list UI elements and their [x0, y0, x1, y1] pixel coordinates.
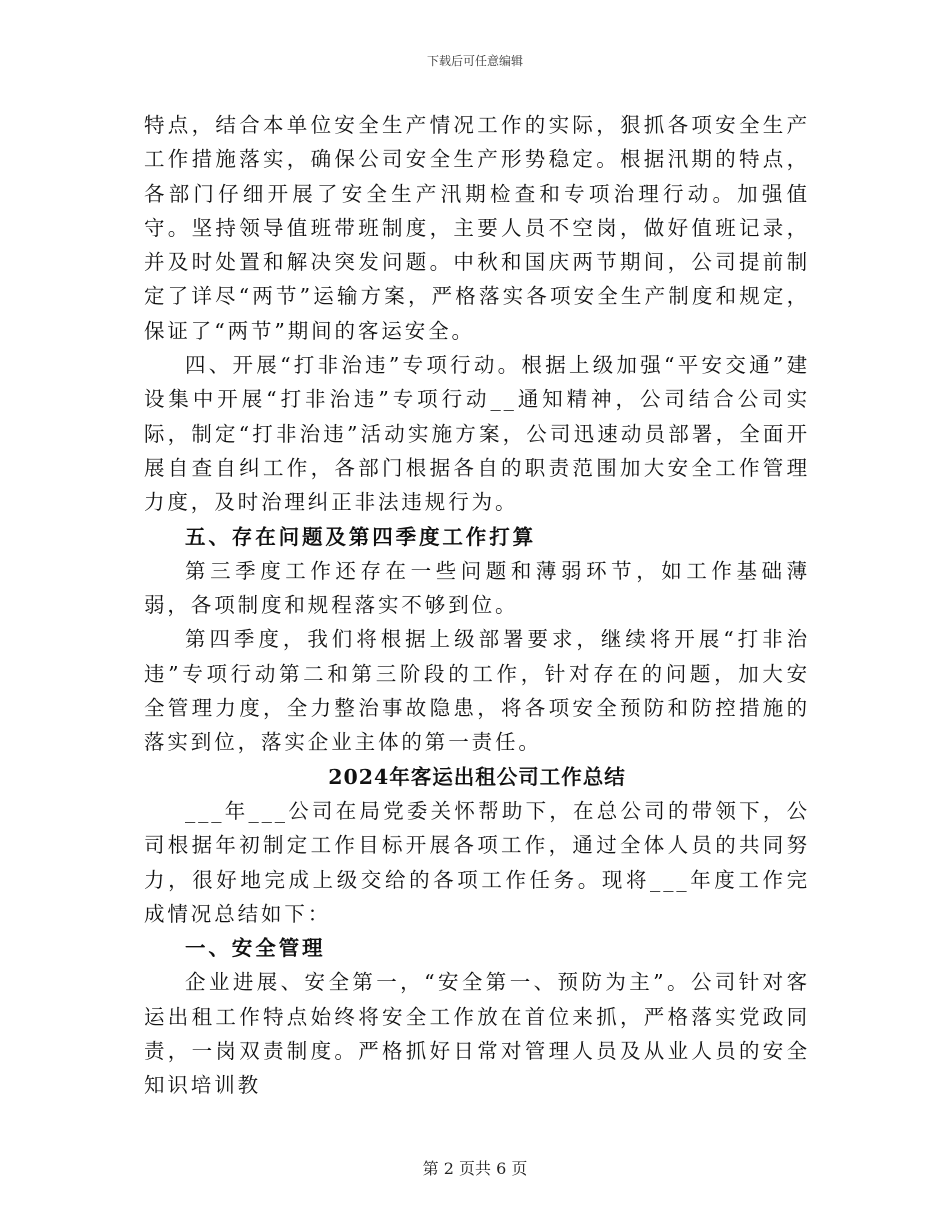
paragraph-q4-plan: 第四季度，我们将根据上级部署要求，继续将开展“打非治违”专项行动第二和第三阶段的工作，针对存在的问题，加大安全管理力度，全力整治事故隐患，将各项安全预防和防控措施的落实到位，落实企业主体的第一责任。 — [144, 627, 810, 755]
paragraph-safety-continued: 特点，结合本单位安全生产情况工作的实际，狠抓各项安全生产工作措施落实，确保公司安全生产形势稳定。根据汛期的特点，各部门仔细开展了安全生产汛期检查和专项治理行动。加强值守。坚持领导值班带班制度，主要人员不空岗，做好值班记录，并及时处置和解决突发问题。中秋和国庆两节期间，公司提前制定了详尽“两节”运输方案，严格落实各项安全生产制度和规定，保证了“两节”期间的客运安全。 — [144, 113, 810, 343]
paragraph-section-four: 四、开展“打非治违”专项行动。根据上级加强“平安交通”建设集中开展“打非治违”专项行动__通知精神，公司结合公司实际，制定“打非治违”活动实施方案，公司迅速动员部署，全面开展自查自纠工作，各部门根据各自的职责范围加大安全工作管理力度，及时治理纠正非法违规行为。 — [144, 353, 810, 515]
document-title: 2024年客运出租公司工作总结 — [328, 764, 626, 789]
page-number-footer: 第 2 页共 6 页 — [422, 1159, 528, 1178]
paragraph-q3-issues: 第三季度工作还存在一些问题和薄弱环节，如工作基础薄弱，各项制度和规程落实不够到位。 — [144, 558, 810, 618]
paragraph-intro: ___年___公司在局党委关怀帮助下，在总公司的带领下，公司根据年初制定工作目标开展各项工作，通过全体人员的共同努力，很好地完成上级交给的各项工作任务。现将___年度工作完成情况总结如下： — [144, 798, 810, 926]
paragraph-safety-management: 企业进展、安全第一，“安全第一、预防为主”。公司针对客运出租工作特点始终将安全工作放在首位来抓，严格落实党政同责，一岗双责制度。严格抓好日常对管理人员及从业人员的安全知识培训教 — [144, 970, 810, 1098]
heading-safety-management: 一、安全管理 — [185, 936, 326, 961]
document-body — [144, 108, 810, 1103]
heading-section-five: 五、存在问题及第四季度工作打算 — [185, 524, 536, 549]
page-header: 下载后可任意编辑 — [426, 54, 523, 68]
